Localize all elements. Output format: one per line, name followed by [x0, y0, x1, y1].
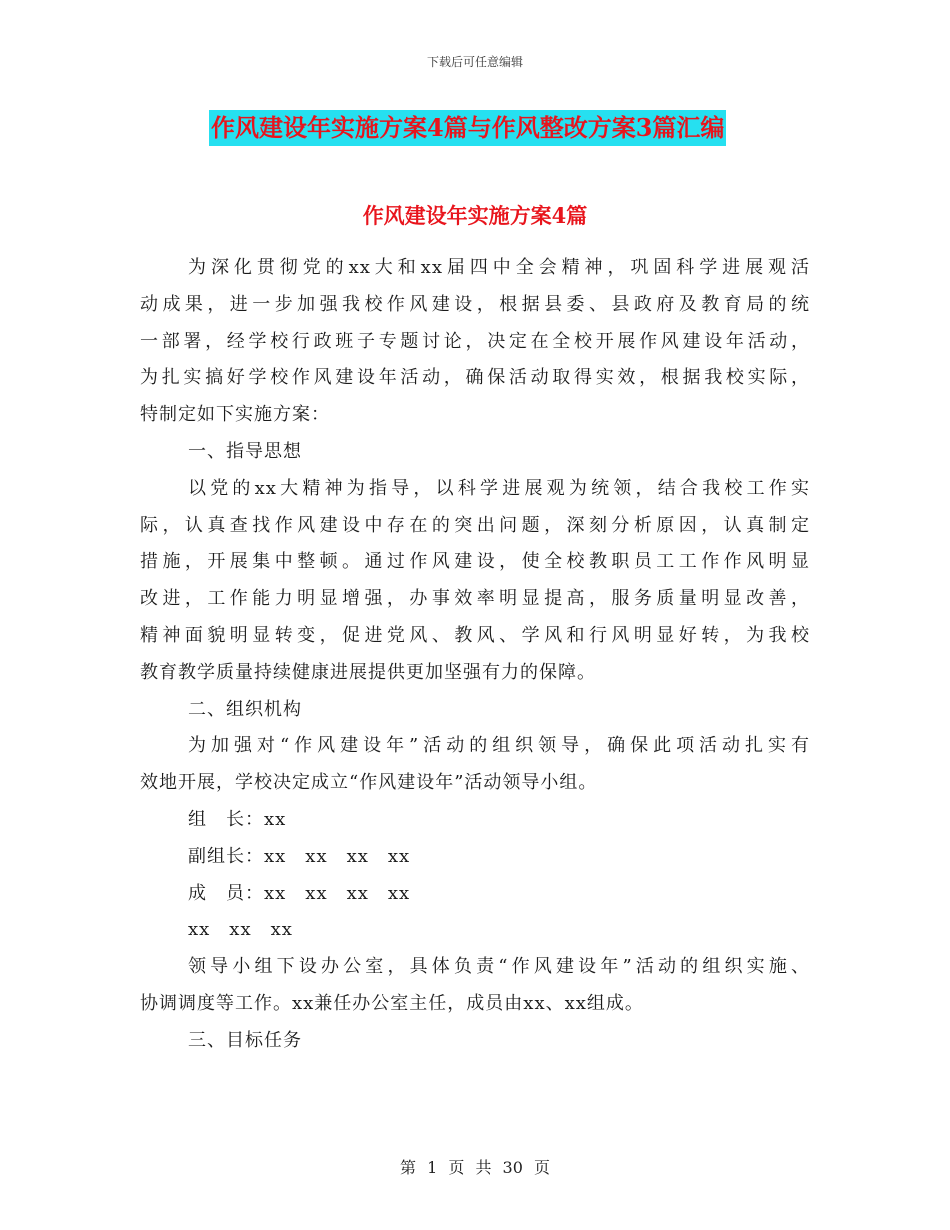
- body-line: 动成果，进一步加强我校作风建设，根据县委、县政府及教育局的统: [140, 293, 810, 315]
- body-line: 为加强对“作风建设年”活动的组织领导，确保此项活动扎实有: [188, 735, 810, 757]
- body-line: 教育教学质量持续健康进展提供更加坚强有力的保障。: [140, 661, 596, 683]
- body-line: xx xx xx: [188, 919, 293, 941]
- body-line: 三、目标任务: [188, 1029, 302, 1051]
- body-line: 组 长：xx: [188, 808, 287, 830]
- document-body: [140, 250, 810, 1060]
- body-line: 一部署，经学校行政班子专题讨论，决定在全校开展作风建设年活动，: [140, 330, 810, 352]
- body-line: 特制定如下实施方案：: [140, 404, 330, 426]
- body-line: 副组长：xx xx xx xx: [188, 845, 411, 867]
- page-header-note: 下载后可任意编辑: [426, 55, 523, 69]
- body-line: 成 员：xx xx xx xx: [188, 882, 411, 904]
- body-line: 措施，开展集中整顿。通过作风建设，使全校教职员工工作作风明显: [140, 551, 810, 573]
- document-title: 作风建设年实施方案4篇与作风整改方案3篇汇编: [209, 110, 726, 146]
- body-line: 以党的xx大精神为指导，以科学进展观为统领，结合我校工作实: [188, 477, 810, 499]
- body-line: 领导小组下设办公室，具体负责“作风建设年”活动的组织实施、: [188, 956, 810, 978]
- body-line: 效地开展，学校决定成立“作风建设年”活动领导小组。: [140, 772, 598, 794]
- body-line: 一、指导思想: [188, 440, 302, 462]
- body-line: 精神面貌明显转变，促进党风、教风、学风和行风明显好转，为我校: [140, 624, 810, 646]
- page-footer: 第 1 页 共 30 页: [400, 1158, 550, 1177]
- body-line: 协调调度等工作。xx兼任办公室主任，成员由xx、xx组成。: [140, 992, 644, 1014]
- body-line: 际，认真查找作风建设中存在的突出问题，深刻分析原因，认真制定: [140, 514, 810, 536]
- body-line: 改进，工作能力明显增强，办事效率明显提高，服务质量明显改善，: [140, 588, 810, 610]
- body-line: 为扎实搞好学校作风建设年活动，确保活动取得实效，根据我校实际，: [140, 367, 810, 389]
- body-line: 二、组织机构: [188, 698, 302, 720]
- body-line: 为深化贯彻党的xx大和xx届四中全会精神，巩固科学进展观活: [188, 257, 810, 278]
- section-title: 作风建设年实施方案4篇: [362, 203, 588, 228]
